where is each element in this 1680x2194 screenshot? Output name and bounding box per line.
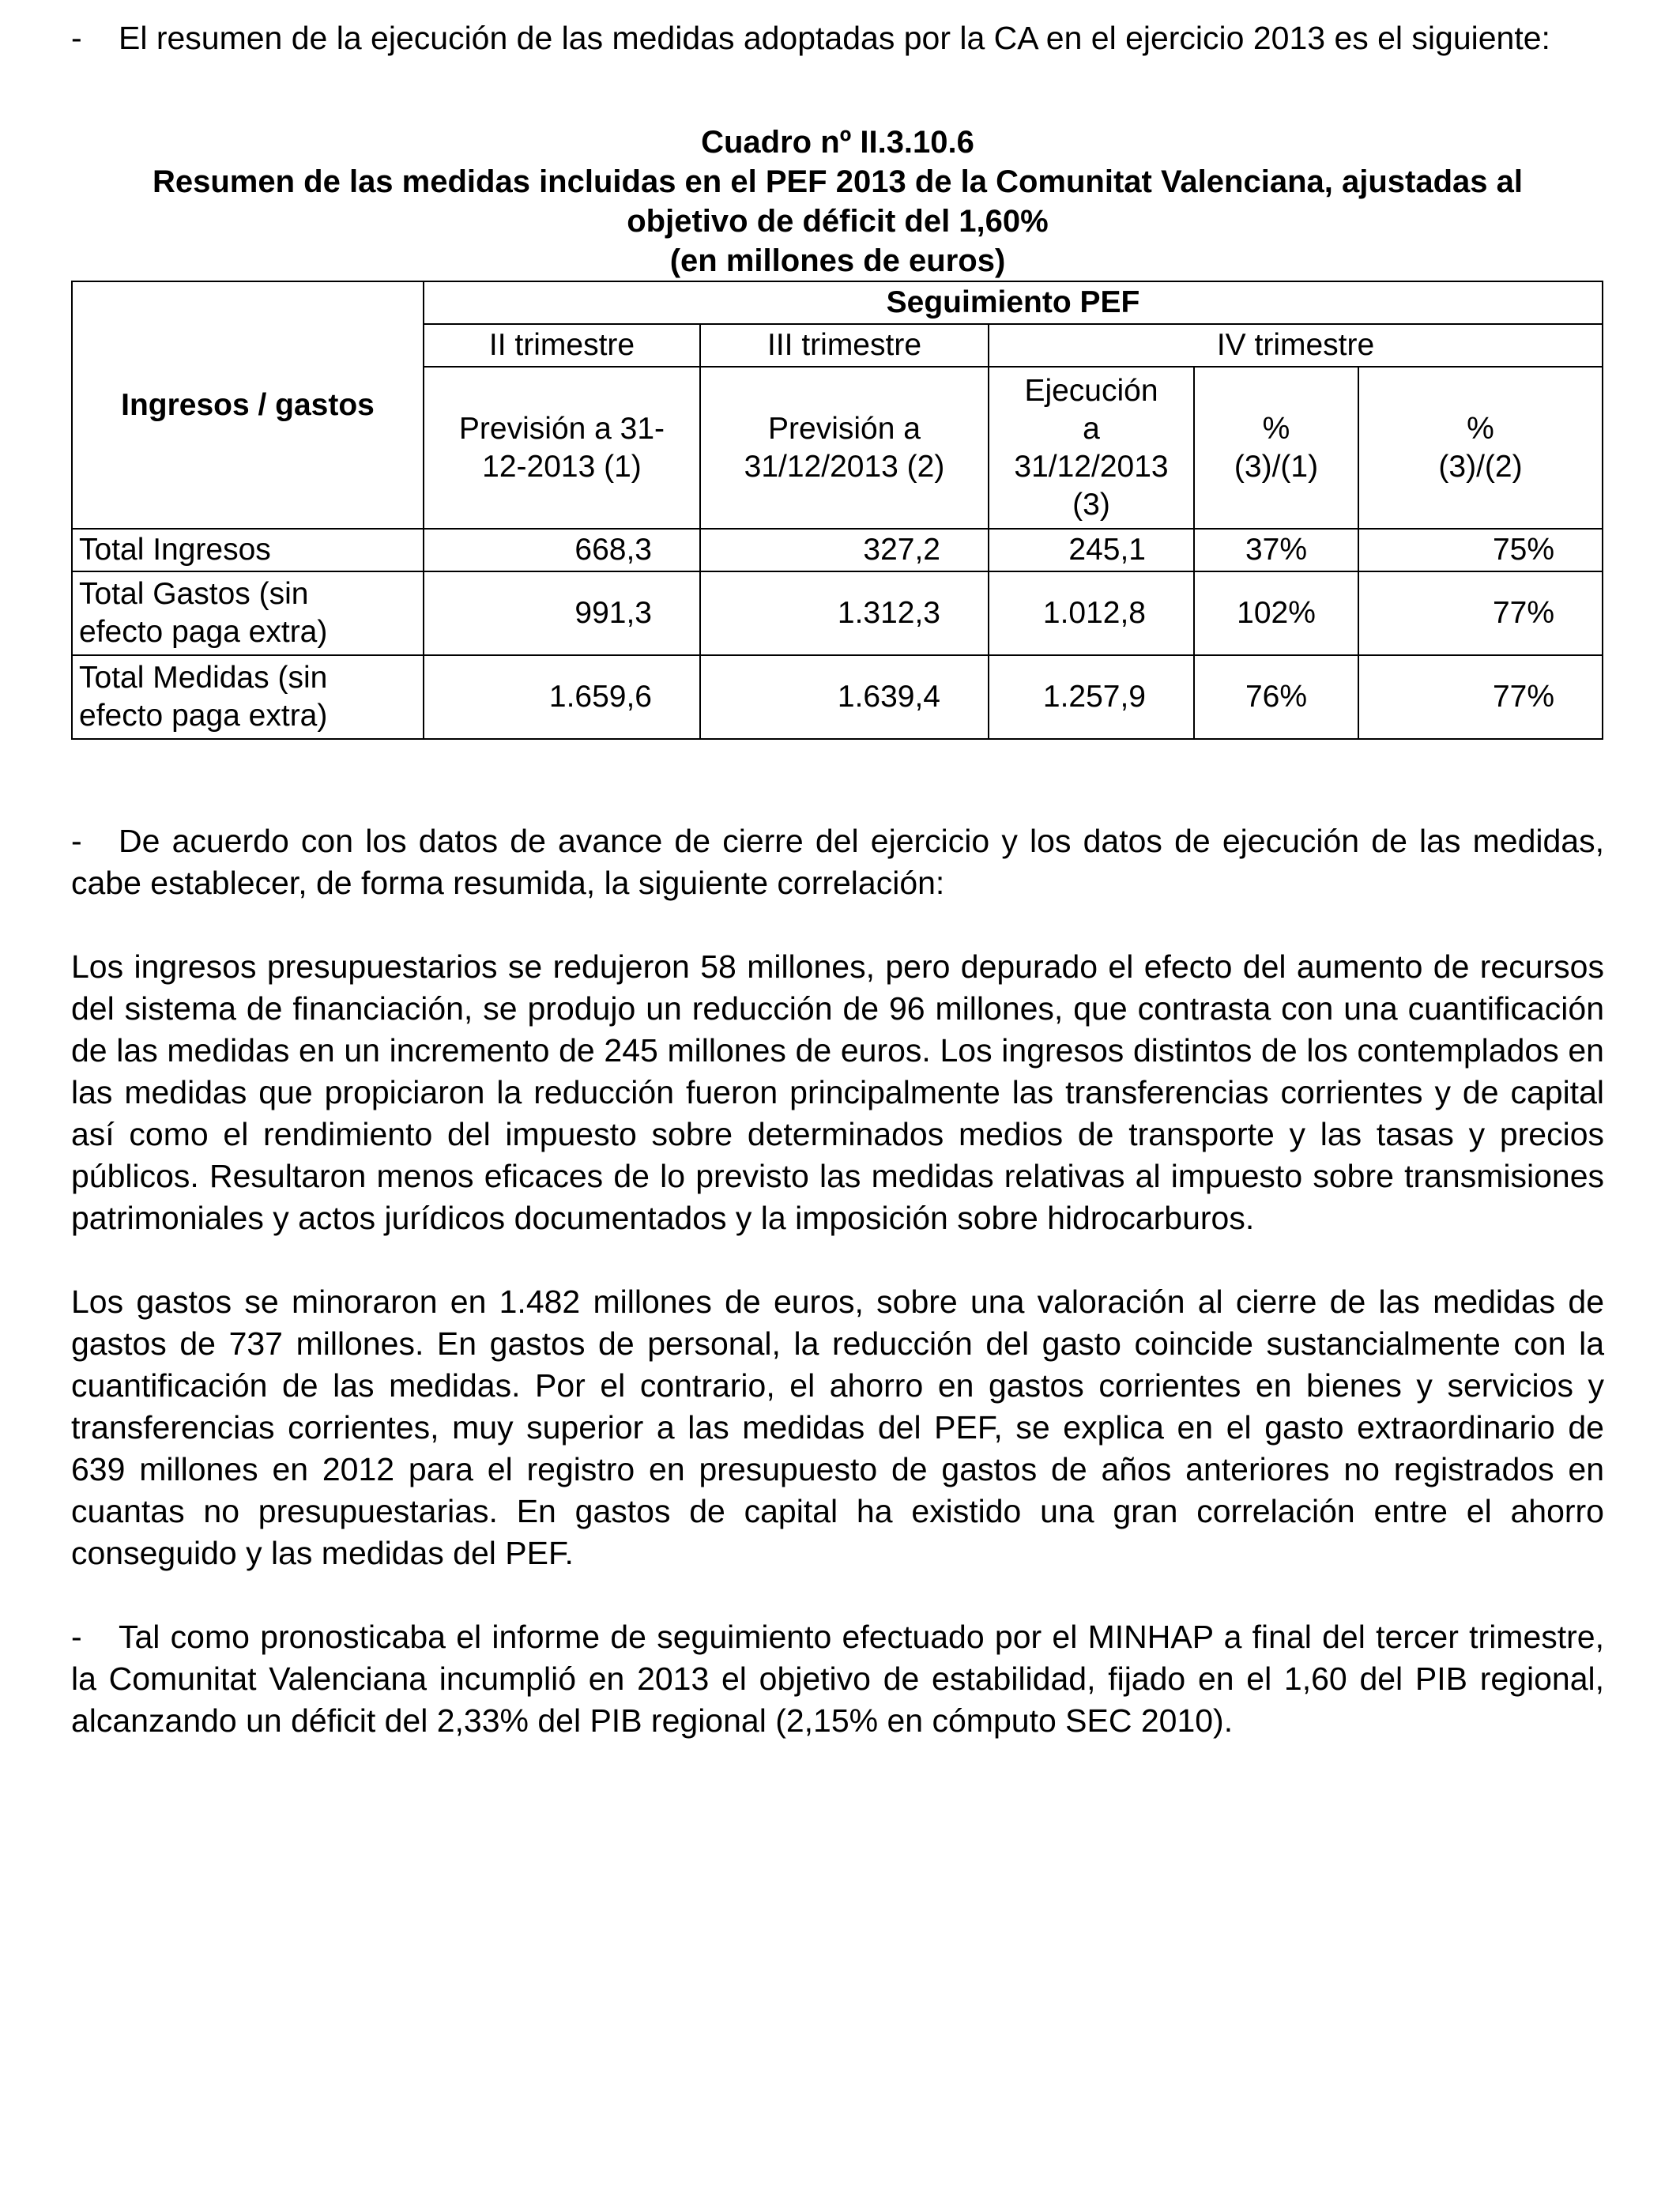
column-header: % (3)/(2) — [1358, 367, 1603, 529]
summary-table — [71, 281, 1603, 740]
group-header-cell: Seguimiento PEF — [424, 281, 1603, 324]
row-header-cell: Ingresos / gastos — [72, 281, 424, 529]
cell-value: 75% — [1358, 529, 1603, 571]
caption-title-line2: objetivo de déficit del 1,60% — [627, 204, 1049, 239]
row-label: Total Gastos (sin efecto paga extra) — [72, 571, 424, 655]
cell-value: 1.659,6 — [424, 655, 700, 739]
table-row — [72, 529, 1603, 571]
cell-value: 245,1 — [989, 529, 1194, 571]
intro-paragraph — [71, 17, 1604, 59]
cell-value: 1.639,4 — [700, 655, 989, 739]
column-header: Previsión a 31/12/2013 (2) — [700, 367, 989, 529]
cell-value: 77% — [1358, 571, 1603, 655]
cell-value: 77% — [1358, 655, 1603, 739]
cell-value: 1.012,8 — [989, 571, 1194, 655]
bullet-dash: - — [71, 823, 82, 859]
column-header: % (3)/(1) — [1194, 367, 1358, 529]
cell-value: 102% — [1194, 571, 1358, 655]
cell-value: 37% — [1194, 529, 1358, 571]
caption-number: Cuadro nº II.3.10.6 — [701, 125, 974, 160]
table-caption — [71, 123, 1604, 281]
paragraph-conclusion — [71, 1616, 1604, 1742]
row-label: Total Medidas (sin efecto paga extra) — [72, 655, 424, 739]
cell-value: 991,3 — [424, 571, 700, 655]
quarter-header: II trimestre — [424, 324, 700, 367]
cell-value: 327,2 — [700, 529, 989, 571]
column-header: Previsión a 31- 12-2013 (1) — [424, 367, 700, 529]
cell-value: 76% — [1194, 655, 1358, 739]
row-label: Total Ingresos — [72, 529, 424, 571]
cell-value: 1.257,9 — [989, 655, 1194, 739]
quarter-header: IV trimestre — [989, 324, 1603, 367]
cell-value: 1.312,3 — [700, 571, 989, 655]
table-row — [72, 655, 1603, 739]
caption-title-line1: Resumen de las medidas incluidas en el PEF 2013 de la Comunitat Valenciana, ajustadas al — [152, 164, 1523, 199]
paragraph-correlation — [71, 820, 1604, 904]
bullet-dash: - — [71, 1619, 82, 1655]
paragraph-text: Tal como pronosticaba el informe de seguimiento efectuado por el MINHAP a final del tercer trimestre, la Comunitat Valenciana incumplió en 2013 el objetivo de estabilidad, fijado en el 1,60 del PIB regional, alcanzando un déficit del 2,33% del PIB regional (2,15% en cómputo SEC 2010). — [71, 1619, 1604, 1739]
cell-value: 668,3 — [424, 529, 700, 571]
intro-text: El resumen de la ejecución de las medidas adoptadas por la CA en el ejercicio 2013 es el siguiente: — [119, 20, 1550, 56]
paragraph-ingresos: Los ingresos presupuestarios se redujeron 58 millones, pero depurado el efecto del aumento de recursos del sistema de financiación, se produjo un reducción de 96 millones, que contrasta con una cuantificación de las medidas en un incremento de 245 millones de euros. Los ingresos distintos de los contemplados en las medidas que propiciaron la reducción fueron principalmente las transferencias corrientes y de capital así como el rendimiento del impuesto sobre determinados medios de transporte y las tasas y precios públicos. Resultaron menos eficaces de lo previsto las medidas relativas al impuesto sobre transmisiones patrimoniales y actos jurídicos documentados y la imposición sobre hidrocarburos. — [71, 948, 1604, 1236]
caption-units: (en millones de euros) — [669, 243, 1006, 278]
quarter-header: III trimestre — [700, 324, 989, 367]
document-page — [71, 17, 1604, 1742]
paragraph-text: De acuerdo con los datos de avance de cierre del ejercicio y los datos de ejecución de las medidas, cabe establecer, de forma resumida, la siguiente correlación: — [71, 823, 1604, 901]
bullet-dash: - — [71, 20, 82, 56]
paragraph-gastos: Los gastos se minoraron en 1.482 millones de euros, sobre una valoración al cierre de las medidas de gastos de 737 millones. En gastos de personal, la reducción del gasto coincide sustancialmente con la cuantificación de las medidas. Por el contrario, el ahorro en gastos corrientes en bienes y servicios y transferencias corrientes, muy superior a las medidas del PEF, se explica en el gasto extraordinario de 639 millones en 2012 para el registro en presupuesto de gastos de años anteriores no registrados en cuantas no presupuestarias. En gastos de capital ha existido una gran correlación entre el ahorro conseguido y las medidas del PEF. — [71, 1284, 1604, 1571]
table-row — [72, 571, 1603, 655]
column-header: Ejecución a 31/12/2013 (3) — [989, 367, 1194, 529]
